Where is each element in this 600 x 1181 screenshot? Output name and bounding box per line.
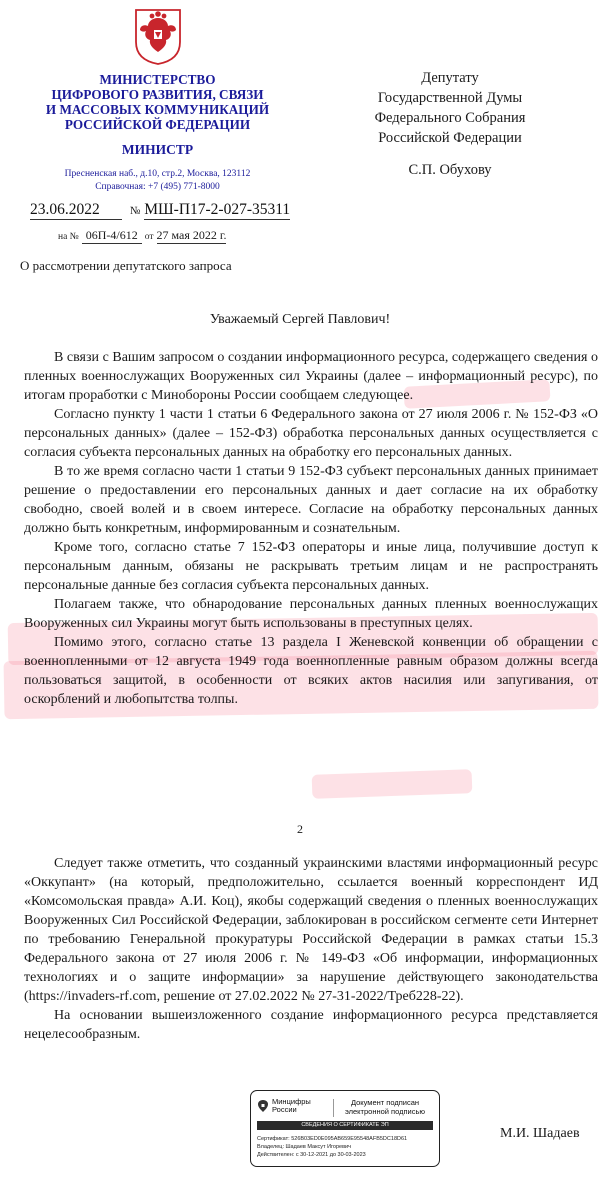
- reference-number-label: на №: [58, 232, 79, 242]
- recipient-line: Депутату: [421, 70, 479, 86]
- body-paragraph: Согласно пункту 1 части 1 статьи 6 Федерального закона от 27 июля 2006 г. № 152-ФЗ «О персональных данных» (далее – 152-ФЗ) обработка персональных данных осуществляется с согласия субъекта персональных данных на обработку его персональных данных.: [24, 407, 598, 460]
- signer-name: М.И. Шадаев: [500, 1126, 580, 1141]
- registration-line: [30, 201, 290, 220]
- body-paragraph: В то же время согласно части 1 статьи 9 152-ФЗ субъект персональных данных принимает решение о предоставлении его персональных данных и дает согласие на их обработку свободно, своей волей и в своем интересе. Согласие на обработку персональных данных должно быть конкретным, информированным и сознательным.: [24, 464, 598, 536]
- stamp-brand: [272, 1098, 311, 1114]
- stamp-signed-note: [337, 1098, 433, 1116]
- stamp-header: [251, 1091, 439, 1123]
- ministry-line: РОССИЙСКОЙ ФЕДЕРАЦИИ: [64, 117, 251, 132]
- registration-number-label: №: [129, 205, 141, 217]
- ministry-line: ЦИФРОВОГО РАЗВИТИЯ, СВЯЗИ: [51, 87, 264, 102]
- ministry-phone: Справочная: +7 (495) 771-8000: [95, 182, 220, 192]
- stamp-certificate-id: Сертификат: 526B03ED0E095AB659E95548AFB5DC18D61: [257, 1136, 408, 1142]
- salutation: Уважаемый Сергей Павлович!: [209, 312, 391, 327]
- recipient-line: Государственной Думы: [377, 90, 523, 106]
- stamp-signed-line: Документ подписан: [350, 1098, 420, 1107]
- stamp-brand-line: Минцифры: [272, 1097, 311, 1106]
- page-number: 2: [297, 822, 303, 836]
- recipient-line: Федерального Собрания: [374, 110, 526, 126]
- ministry-address-block: [40, 168, 275, 194]
- stamp-signed-line: электронной подписью: [344, 1107, 426, 1116]
- stamp-brand-line: России: [272, 1105, 297, 1114]
- stamp-validity: Действителен: с 30-12-2021 до 30-03-2023: [257, 1152, 366, 1158]
- registration-date: 23.06.2022: [30, 201, 122, 220]
- emblem-icon: [257, 1099, 269, 1113]
- recipient-name: С.П. Обухову: [408, 162, 492, 178]
- letter-body: [24, 348, 598, 709]
- stamp-divider: [333, 1099, 334, 1117]
- stamp-details: [257, 1135, 435, 1159]
- highlight-mark: [312, 769, 473, 799]
- letter-subject: О рассмотрении депутатского запроса: [20, 258, 232, 273]
- body-paragraph: На основании вышеизложенного создание информационного ресурса представляется нецелесообразным.: [24, 1008, 598, 1042]
- reference-date: 27 мая 2022 г.: [156, 228, 227, 242]
- body-paragraph: Следует также отметить, что созданный украинскими властями информационный ресурс «Оккупант» (на который, предположительно, ссылается военный корреспондент ИД «Комсомольская правда» А.И. Коц), якобы содержащий сведения о пленных военнослужащих Вооруженных Сил Российской Федерации, заблокирован в российском сегменте сети Интернет по требованию Генеральной прокуратуры Российской Федерации в рамках статьи 15.3 Федерального закона от 27 июля 2006 г. № 149-ФЗ «Об информации, информационных технологиях и о защите информации» за нарушение действующего законодательства (https://invaders-rf.com, решение от 27.02.2022 № 27-31-2022/Треб228-22).: [24, 856, 598, 1004]
- reference-number: 06П-4/612: [82, 228, 142, 244]
- letter-body-page-2: [24, 854, 598, 1044]
- ministry-name: [40, 72, 275, 132]
- body-paragraph: Кроме того, согласно статье 7 152-ФЗ операторы и иные лица, получившие доступ к персональным данным, обязаны не раскрывать третьим лицам и не распространять персональные данные без согласия субъекта персональных данных.: [24, 540, 598, 593]
- recipient-block: [350, 68, 550, 148]
- electronic-signature-stamp: [250, 1090, 440, 1167]
- registration-number: МШ-П17-2-027-35311: [144, 201, 291, 218]
- minister-title: МИНИСТР: [121, 142, 194, 157]
- coat-of-arms-emblem: [134, 8, 182, 66]
- stamp-certificate-title: СВЕДЕНИЯ О СЕРТИФИКАТЕ ЭП: [257, 1121, 433, 1130]
- stamp-owner: Владелец: Шадаев Максут Игоревич: [257, 1144, 351, 1150]
- body-paragraph: Полагаем также, что обнародование персональных данных пленных военнослужащих Вооруженных сил Украины могут быть использованы в преступных целях.: [24, 597, 598, 631]
- ministry-line: МИНИСТЕРСТВО: [99, 72, 216, 87]
- reference-line: [58, 228, 226, 244]
- recipient-line: Российской Федерации: [378, 130, 522, 146]
- body-paragraph: В связи с Вашим запросом о создании информационного ресурса, содержащего сведения о пленных военнослужащих Вооруженных сил Украины (далее – информационный ресурс), по итогам проработки с Минобороны России сообщаем следующее.: [24, 350, 598, 403]
- ministry-address: Пресненская наб., д.10, стр.2, Москва, 123112: [64, 169, 251, 179]
- reference-date-label: от: [144, 232, 154, 242]
- body-paragraph: Помимо этого, согласно статье 13 раздела I Женевской конвенции об обращении с военнопленными от 12 августа 1949 года военнопленные равным образом должны всегда пользоваться защитой, в особенности от всяких актов насилия или запугивания, от оскорблений и любопытства толпы.: [24, 635, 598, 707]
- ministry-line: И МАССОВЫХ КОММУНИКАЦИЙ: [45, 102, 270, 117]
